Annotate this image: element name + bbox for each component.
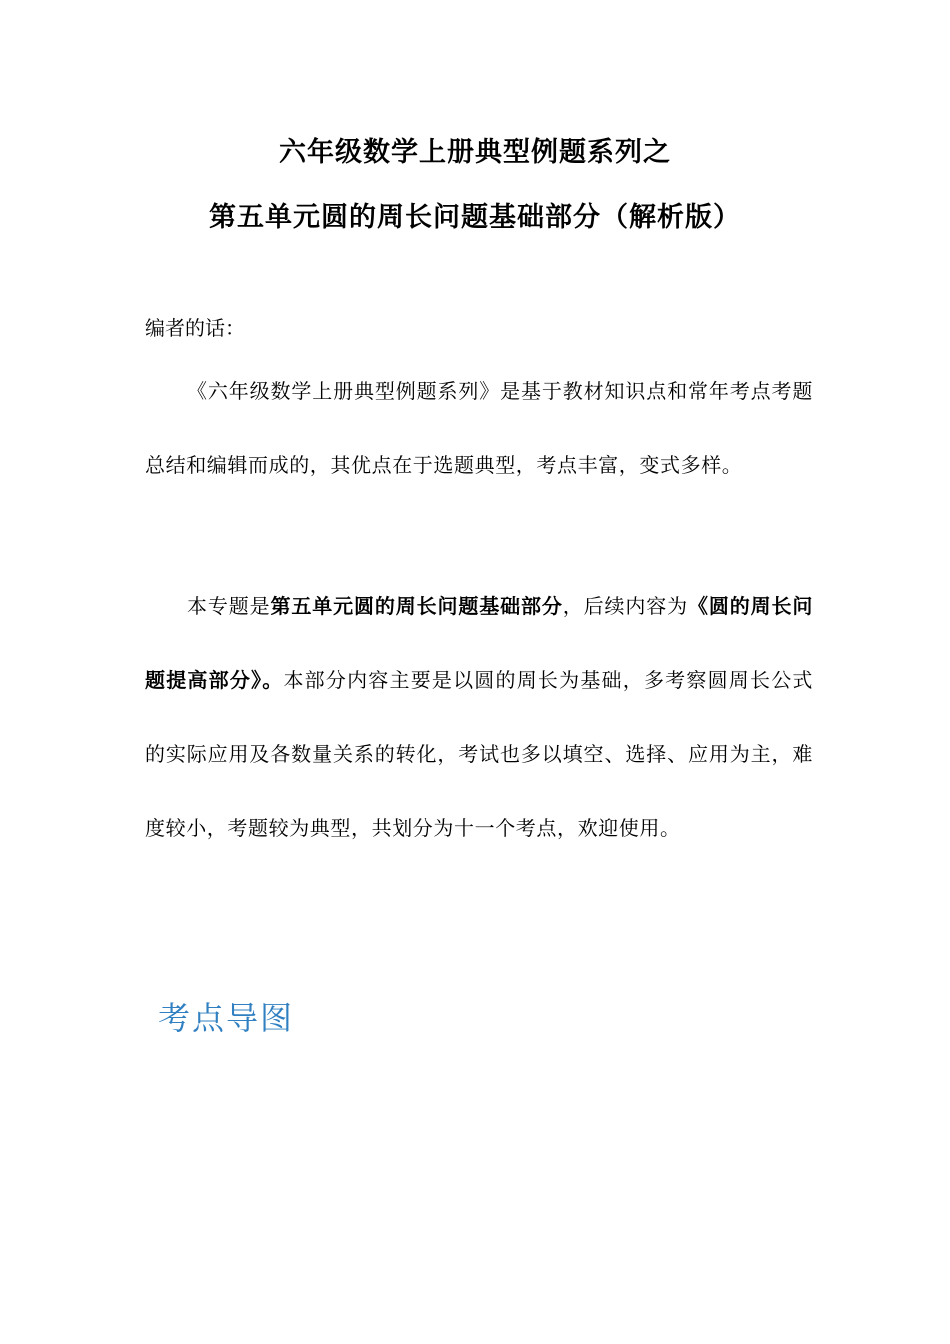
topic-paragraph-bold-1: 第五单元圆的周长问题基础部分 [270,594,563,618]
topic-paragraph-text-3: 本部分内容主要是以圆的周长为基础，多考察圆周长公式的实际应用及各数量关系的转化，考试也多以填空、选择、应用为主，难度较小，考题较为典型，共划分为十一个考点，欢迎使用。 [145,668,814,840]
topic-paragraph-text-2: ，后续内容为 [562,594,688,618]
topic-paragraph-bold-2: 《圆的周长问题提高部分》。 [145,594,813,692]
section-heading-knowledge-map: 考点导图 [158,999,295,1037]
preface-label: 编者的话： [145,316,245,340]
topic-paragraph [145,569,813,865]
intro-paragraph: 《六年级数学上册典型例题系列》是基于教材知识点和常年考点考题总结和编辑而成的，其优点在于选题典型，考点丰富，变式多样。 [145,379,813,477]
document-title-line-1: 六年级数学上册典型例题系列之 [279,137,671,168]
document-title-line-2: 第五单元圆的周长问题基础部分（解析版） [209,202,741,233]
topic-paragraph-text-1: 本专题是 [187,594,271,618]
